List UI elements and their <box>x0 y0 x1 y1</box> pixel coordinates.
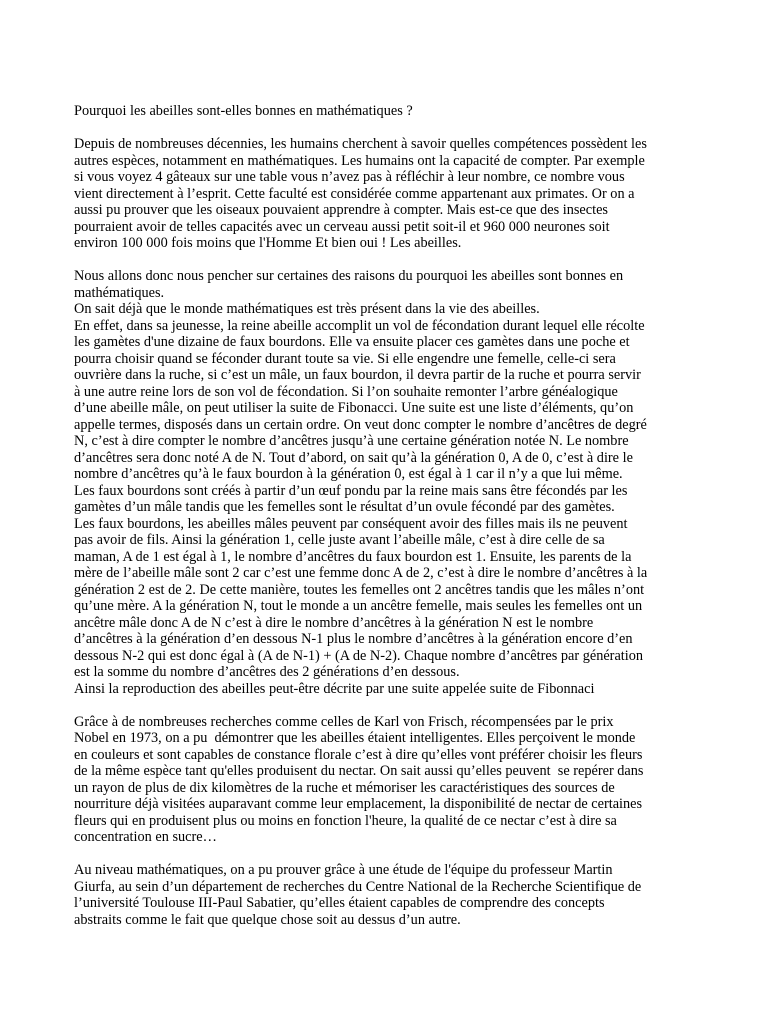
text-line: environ 100 000 fois moins que l'Homme Et bien oui ! Les abeilles. <box>74 235 462 251</box>
document-title: Pourquoi les abeilles sont-elles bonnes en mathématiques ? <box>74 103 413 119</box>
text-line: Les faux bourdons sont créés à partir d’un œuf pondu par la reine mais sans être fécondés par les <box>74 482 628 499</box>
text-line: gamètes d’un mâle tandis que les femelles sont le résultat d’un ovule fécondé par des gamètes. <box>74 499 615 515</box>
document-body <box>74 103 704 928</box>
text-line: Grâce à de nombreuses recherches comme celles de Karl von Frisch, récompensées par le prix <box>74 713 614 730</box>
text-line: de la même espèce tant qu'elles produisent du nectar. On sait aussi qu’elles peuvent se repérer dans <box>74 763 644 779</box>
text-line: maman, A de 1 est égal à 1, le nombre d’ancêtres du faux bourdon est 1. Ensuite, les parents de la <box>74 548 632 565</box>
text-line: ancêtre mâle donc A de N c’est à dire le nombre d’ancêtres à la génération N est le nombre <box>74 614 594 631</box>
paragraph-gap <box>74 697 704 714</box>
text-line: vient directement à l’esprit. Cette faculté est considérée comme appartenant aux primates. Or on a <box>74 185 635 202</box>
text-line: Nobel en 1973, on a pu démontrer que les abeilles étaient intelligentes. Elles perçoivent le monde <box>74 730 636 746</box>
text-line: Les faux bourdons, les abeilles mâles peuvent par conséquent avoir des filles mais ils ne peuvent <box>74 515 628 532</box>
text-line: pourraient avoir de telles capacités avec un cerveau aussi petit soit-il et 960 000 neurones soit <box>74 218 610 235</box>
text-line: d’ancêtres sera donc noté A de N. Tout d’abord, on sait qu’à la génération 0, A de 0, c’est à dire le <box>74 449 633 466</box>
text-line: appelle termes, disposés dans un certain ordre. On veut donc compter le nombre d’ancêtres de degré <box>74 416 647 433</box>
text-line: Giurfa, au sein d’un département de recherches du Centre National de la Recherche Scientifique de <box>74 878 642 895</box>
text-line: concentration en sucre… <box>74 829 217 845</box>
text-line: fleurs qui en produisent plus ou moins en fonction l'heure, la qualité de ce nectar c’est à dire sa <box>74 812 617 829</box>
paragraph-intelligence <box>74 714 704 846</box>
text-line: On sait déjà que le monde mathématiques est très présent dans la vie des abeilles. <box>74 301 540 317</box>
text-line: si vous voyez 4 gâteaux sur une table vous n’avez pas à réfléchir à leur nombre, ce nombre vous <box>74 169 625 185</box>
paragraph-study <box>74 862 704 928</box>
text-line: d’ancêtres à la génération d’en dessous N-1 plus le nombre d’ancêtres à la génération encore d’en <box>74 631 633 647</box>
text-line: un rayon de plus de dix kilomètres de la ruche et mémoriser les caractéristiques des sources de <box>74 779 615 796</box>
text-line: d’une abeille mâle, on peut utiliser la suite de Fibonacci. Une suite est une liste d’éléments, qu’on <box>74 400 634 416</box>
paragraph-gap <box>74 846 704 863</box>
paragraph-gap <box>74 120 704 137</box>
text-line: l’université Toulouse III-Paul Sabatier, qu’elles étaient capables de comprendre des concepts <box>74 895 605 911</box>
text-line: à une autre reine lors de son vol de fécondation. Si l’on souhaite remonter l’arbre généalogique <box>74 383 618 400</box>
text-line: dessous N-2 qui est donc égal à (A de N-1) + (A de N-2). Chaque nombre d’ancêtres par génération <box>74 647 644 664</box>
text-line: mathématiques. <box>74 284 165 301</box>
text-line: Depuis de nombreuses décennies, les humains cherchent à savoir quelles compétences possèdent les <box>74 136 647 152</box>
paragraph-intro <box>74 136 704 252</box>
text-line: mère de l’abeille mâle sont 2 car c’est une femme donc A de 2, c’est à dire le nombre d’ancêtres à la <box>74 565 648 581</box>
text-line: Nous allons donc nous pencher sur certaines des raisons du pourquoi les abeilles sont bonnes en <box>74 268 624 284</box>
text-line: en couleurs et sont capables de constance florale c’est à dire qu’elles vont préférer choisir les fleurs <box>74 746 643 763</box>
text-line: abstraits comme le fait que quelque chose soit au dessus d’un autre. <box>74 911 461 928</box>
text-line: ouvrière dans la ruche, si c’est un mâle, un faux bourdon, il devra partir de la ruche et pourra servir <box>74 367 641 383</box>
paragraph-fibonacci <box>74 268 704 697</box>
paragraph-gap <box>74 252 704 269</box>
text-line: les gamètes d'une dizaine de faux bourdons. Elle va ensuite placer ces gamètes dans une poche et <box>74 334 630 350</box>
text-line: pas avoir de fils. Ainsi la génération 1, celle juste avant l’abeille mâle, c’est à dire celle de sa <box>74 532 605 548</box>
text-line: nourriture déjà visitées auparavant comme leur emplacement, la disponibilité de nectar de certaines <box>74 796 643 812</box>
text-line: autres espèces, notamment en mathématiques. Les humains ont la capacité de compter. Par exemple <box>74 152 645 169</box>
text-line: pourra choisir quand se féconder durant toute sa vie. Si elle engendre une femelle, celle-ci sera <box>74 350 616 367</box>
text-line: Au niveau mathématiques, on a pu prouver grâce à une étude de l'équipe du professeur Martin <box>74 862 613 878</box>
text-line: qu’une mère. A la génération N, tout le monde a un ancêtre femelle, mais seules les femelles ont un <box>74 598 643 614</box>
text-line: est la somme du nombre d’ancêtres des 2 générations d’en dessous. <box>74 664 460 680</box>
text-line: En effet, dans sa jeunesse, la reine abeille accomplit un vol de fécondation durant lequel elle récolte <box>74 317 645 334</box>
text-line: génération 2 est de 2. De cette manière, toutes les femelles ont 2 ancêtres tandis que les mâles n’ont <box>74 581 645 598</box>
text-line: nombre d’ancêtres qu’à le faux bourdon à la génération 0, est égal à 1 car il n’y a que lui même. <box>74 466 623 482</box>
text-line: N, c’est à dire compter le nombre d’ancêtres jusqu’à une certaine génération notée N. Le nombre <box>74 433 629 449</box>
text-line: aussi pu prouver que les oiseaux pouvaient apprendre à compter. Mais est-ce que des insectes <box>74 202 608 218</box>
text-line: Ainsi la reproduction des abeilles peut-être décrite par une suite appelée suite de Fibonnaci <box>74 680 595 697</box>
